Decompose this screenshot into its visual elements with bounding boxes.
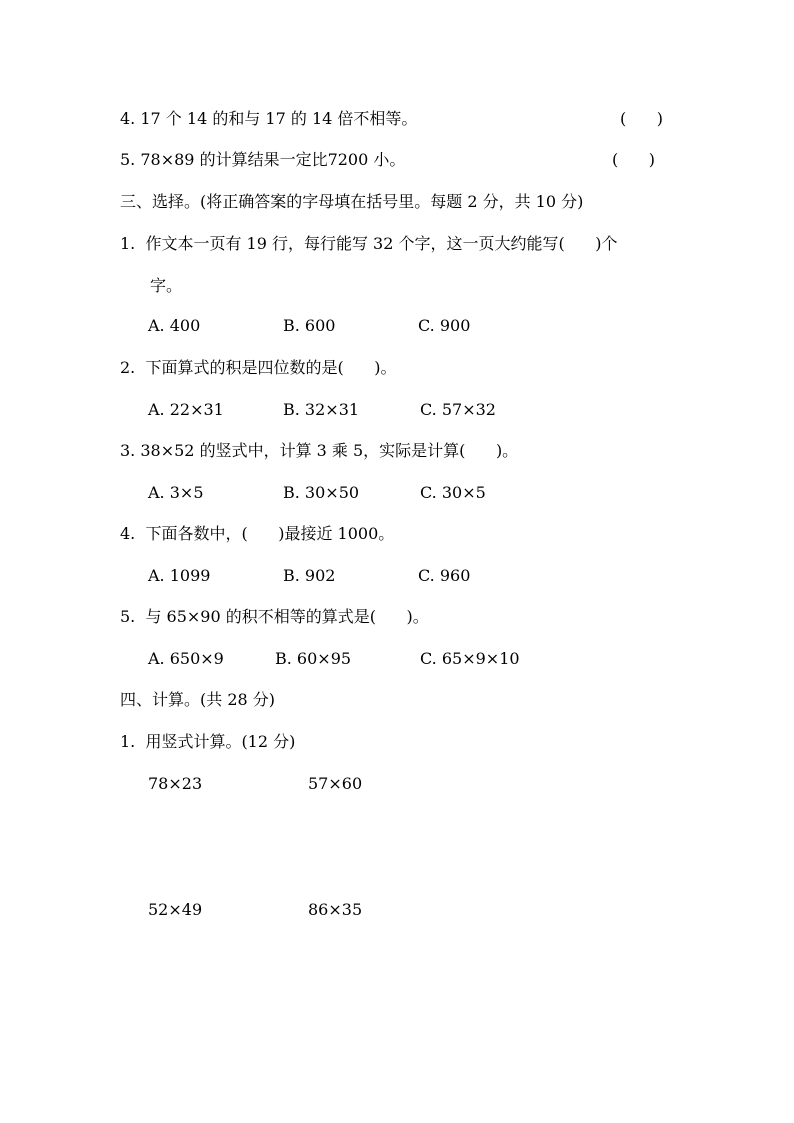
choice-q3-option-c[interactable]: C. 30×5 [420, 483, 486, 502]
choice-q4-option-c[interactable]: C. 960 [418, 566, 471, 585]
choice-q4-option-b[interactable]: B. 902 [283, 566, 336, 585]
choice-q2: 2. 下面算式的积是四位数的是( )。 [120, 358, 397, 377]
answer-paren-q5[interactable]: ( ) [612, 150, 655, 169]
choice-q5-option-b[interactable]: B. 60×95 [275, 649, 352, 668]
section4-sub1-title: 1. 用竖式计算。(12 分) [120, 732, 296, 751]
choice-q1-option-b[interactable]: B. 600 [283, 316, 336, 335]
calc-expr-2: 57×60 [308, 774, 363, 793]
choice-q1-option-c[interactable]: C. 900 [418, 316, 471, 335]
choice-q1: 1. 作文本一页有 19 行，每行能写 32 个字，这一页大约能写( )个 [120, 234, 618, 253]
answer-paren-q4[interactable]: ( ) [620, 109, 663, 128]
choice-q2-option-b[interactable]: B. 32×31 [283, 400, 360, 419]
choice-q5-option-c[interactable]: C. 65×9×10 [420, 649, 520, 668]
section4-title: 四、计算。(共 28 分) [120, 690, 276, 709]
choice-q1-option-a[interactable]: A. 400 [148, 316, 201, 335]
choice-q4: 4. 下面各数中，( )最接近 1000。 [120, 524, 395, 543]
section3-title: 三、选择。(将正确答案的字母填在括号里。每题 2 分，共 10 分) [120, 192, 584, 211]
calc-expr-1: 78×23 [148, 774, 203, 793]
choice-q2-option-a[interactable]: A. 22×31 [148, 400, 224, 419]
choice-q3-option-b[interactable]: B. 30×50 [283, 483, 360, 502]
choice-q4-option-a[interactable]: A. 1099 [148, 566, 211, 585]
judgement-q4: 4. 17 个 14 的和与 17 的 14 倍不相等。 [120, 109, 418, 128]
judgement-q5: 5. 78×89 的计算结果一定比7200 小。 [120, 150, 406, 169]
calc-expr-4: 86×35 [308, 900, 363, 919]
choice-q1-cont: 字。 [150, 276, 183, 295]
calc-expr-3: 52×49 [148, 900, 203, 919]
choice-q2-option-c[interactable]: C. 57×32 [420, 400, 496, 419]
choice-q3: 3. 38×52 的竖式中，计算 3 乘 5，实际是计算( )。 [120, 441, 519, 460]
choice-q3-option-a[interactable]: A. 3×5 [148, 483, 204, 502]
choice-q5: 5. 与 65×90 的积不相等的算式是( )。 [120, 607, 429, 626]
choice-q5-option-a[interactable]: A. 650×9 [148, 649, 224, 668]
